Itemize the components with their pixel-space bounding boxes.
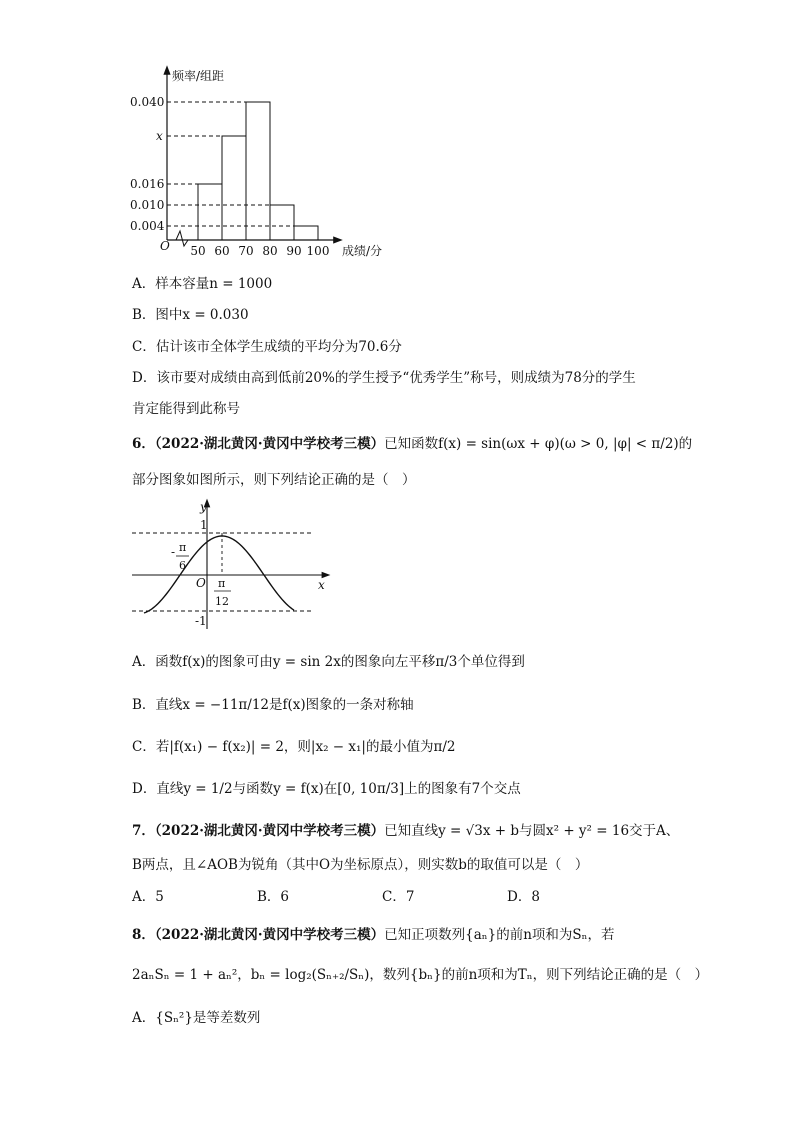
- x-tick-label: 90: [286, 244, 302, 258]
- histogram-bar: [222, 136, 246, 240]
- histogram-bar: [198, 184, 222, 240]
- q5-option-c: C．估计该市全体学生成绩的平均分为70.6分: [132, 339, 402, 355]
- q8-number: 8．: [132, 927, 155, 943]
- frequency-histogram: [120, 60, 410, 265]
- y-tick-label: 0.016: [130, 177, 165, 191]
- x-tick-label: 80: [262, 244, 278, 258]
- graph-y-label: y: [200, 500, 207, 514]
- histogram-bar: [246, 102, 270, 240]
- origin-label: O: [160, 239, 170, 253]
- q5-option-d-line2: 肯定能得到此称号: [132, 401, 240, 417]
- axis-break: [176, 231, 188, 246]
- y-tick-label: x: [156, 129, 163, 143]
- y-tick-label: 0.004: [130, 219, 165, 233]
- q7-stem-line1: [132, 821, 679, 841]
- left-mark-num: π: [179, 541, 187, 554]
- q6-source: （2022·湖北黄冈·黄冈中学校考三模）: [154, 436, 385, 452]
- q7-number: 7．: [132, 823, 155, 839]
- q6-number: 6．: [132, 436, 155, 452]
- x-tick-label: 70: [238, 244, 254, 258]
- q6-stem-line2: 部分图象如图所示，则下列结论正确的是（ ）: [132, 472, 416, 488]
- y-axis-label: 频率/组距: [172, 69, 225, 83]
- histogram-bar: [294, 226, 318, 240]
- x-tick-label: 100: [306, 244, 330, 258]
- q8-stem-text: 已知正项数列{aₙ}的前n项和为Sₙ，若: [384, 927, 615, 943]
- q8-source: （2022·湖北黄冈·黄冈中学校考三模）: [154, 927, 385, 943]
- q7-option: D．8: [507, 889, 540, 905]
- q7-option: A．5: [132, 889, 164, 905]
- q7-option: B．6: [257, 889, 290, 905]
- q6-stem-line1: [132, 434, 692, 454]
- q7-source: （2022·湖北黄冈·黄冈中学校考三模）: [154, 823, 385, 839]
- q8-stem-line1: [132, 925, 615, 945]
- q5-option-d-line1: D．该市要对成绩由高到低前20%的学生授予“优秀学生”称号，则成绩为78分的学生: [132, 370, 636, 386]
- graph-origin: O: [196, 576, 206, 590]
- q5-option-a: A．样本容量n = 1000: [132, 276, 273, 292]
- y-tick-label: 0.010: [130, 198, 165, 212]
- x-tick-label: 50: [190, 244, 206, 258]
- graph-x-label: x: [318, 578, 325, 592]
- q7-options: [132, 887, 632, 907]
- right-mark-den: 12: [215, 595, 229, 608]
- right-mark-num: π: [218, 577, 226, 590]
- q6-option-a: A．函数f(x)的图象可由y = sin 2x的图象向左平移π/3个单位得到: [132, 654, 525, 670]
- q6-option-d: D．直线y = 1/2与函数y = f(x)在[0, 10π/3]上的图象有7个交点: [132, 781, 521, 797]
- q8-stem-line2: 2aₙSₙ = 1 + aₙ²，bₙ = log₂(Sₙ₊₂/Sₙ)，数列{bₙ}的前n项和为Tₙ，则下列结论正确的是（ ）: [132, 967, 709, 983]
- left-mark-sign: -: [171, 545, 176, 559]
- q6-stem-text: 已知函数f(x) = sin(ωx + φ)(ω > 0, |φ| < π/2)的: [384, 436, 693, 452]
- histogram-bar: [270, 205, 294, 240]
- q7-option: C．7: [382, 889, 415, 905]
- y-tick-label: 0.040: [130, 95, 165, 109]
- q7-stem-line2: B两点，且∠AOB为锐角（其中O为坐标原点），则实数b的取值可以是（ ）: [132, 857, 589, 873]
- q6-option-b: B．直线x = −11π/12是f(x)图象的一条对称轴: [132, 697, 414, 713]
- q6-option-c: C．若|f(x₁) − f(x₂)| = 2，则|x₂ − x₁|的最小值为π/2: [132, 739, 456, 755]
- left-mark-den: 6: [179, 559, 186, 572]
- graph-y-max: 1: [200, 518, 208, 532]
- q7-stem-text: 已知直线y = √3x + b与圆x² + y² = 16交于A、: [384, 823, 680, 839]
- q5-option-b: B．图中x = 0.030: [132, 307, 249, 323]
- q8-option-a: A．{Sₙ²}是等差数列: [132, 1010, 261, 1026]
- x-tick-label: 60: [214, 244, 230, 258]
- x-axis-label: 成绩/分: [342, 244, 383, 258]
- sine-graph: [130, 497, 340, 637]
- graph-y-min: -1: [195, 614, 207, 628]
